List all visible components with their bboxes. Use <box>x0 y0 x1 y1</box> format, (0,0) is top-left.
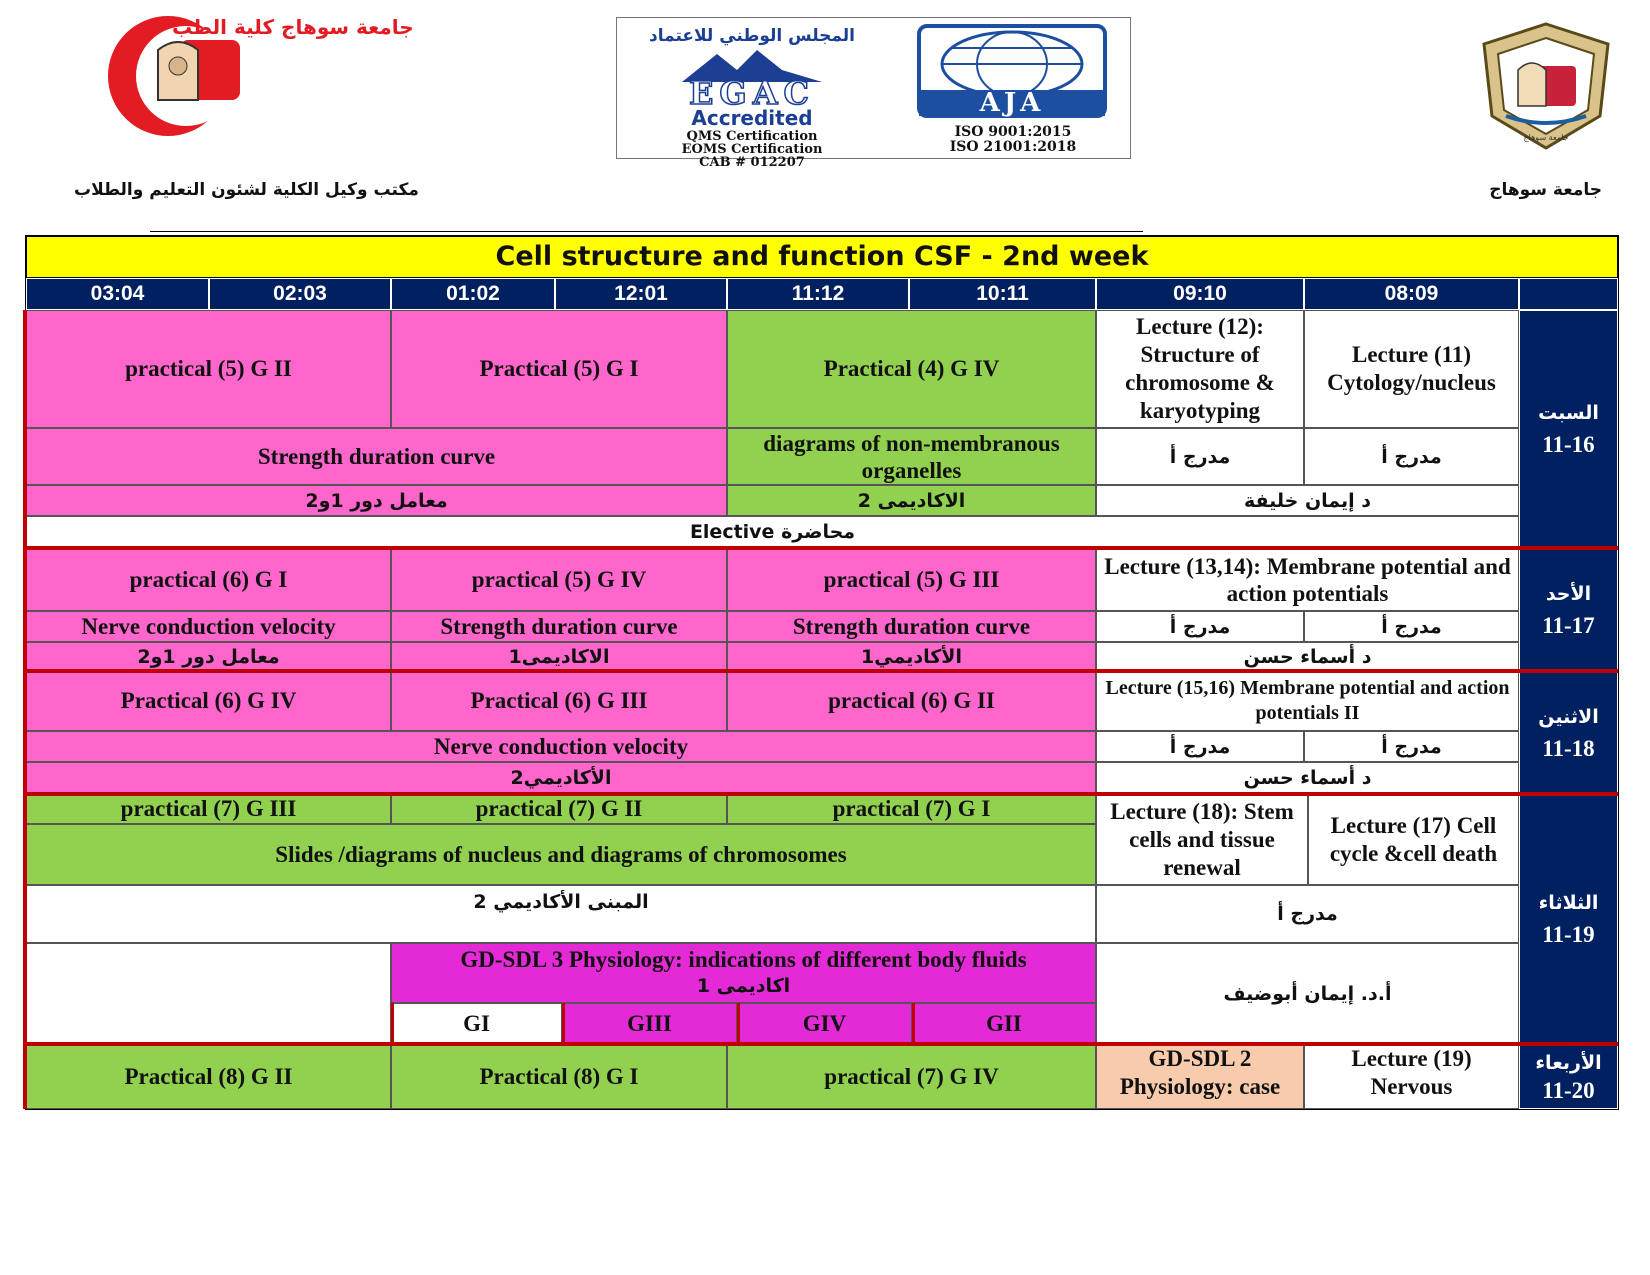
day-date: 11-18 <box>1542 735 1595 761</box>
topic-cell: diagrams of non-membranous organelles <box>727 428 1096 485</box>
header-divider <box>150 231 1143 232</box>
aja-name: AJA <box>979 88 1045 118</box>
egac-arabic: المجلس الوطني للاعتماد <box>648 26 856 46</box>
aja-line2: ISO 21001:2018 <box>949 139 1077 155</box>
time-slot: 02:03 <box>209 278 391 310</box>
location-cell: الاكاديمى1 <box>391 642 727 671</box>
session-cell: Practical (8) G II <box>26 1044 391 1109</box>
egac-name: EGAC <box>688 74 815 112</box>
group-cell: GIII <box>562 1003 737 1044</box>
topic-cell: Strength duration curve <box>26 428 727 485</box>
location-cell: المبنى الأكاديمي 2 <box>26 885 1096 943</box>
egac-accredited: Accredited <box>691 106 813 130</box>
location-cell: الأكاديمي2 <box>26 762 1096 794</box>
sohag-medicine-logo <box>88 10 414 142</box>
hall-cell: مدرج أ <box>1304 731 1519 762</box>
topic-cell: Nerve conduction velocity <box>26 731 1096 762</box>
hall-cell: مدرج أ <box>1096 611 1304 642</box>
empty-cell <box>26 943 391 1044</box>
day-name: السبت <box>1538 402 1599 424</box>
left-logo-text: جامعة سوهاج كلية الطب <box>172 15 414 39</box>
group-separator <box>562 1003 565 1044</box>
day-separator <box>26 546 1618 550</box>
session-cell: Practical (5) G I <box>391 310 727 428</box>
egac-line1: QMS Certification <box>686 129 818 144</box>
aja-line1: ISO 9001:2015 <box>954 124 1072 140</box>
time-slot: 01:02 <box>391 278 555 310</box>
aja-logo <box>903 22 1123 156</box>
lecture-cell: Lecture (11) Cytology/nucleus <box>1304 310 1519 428</box>
day-name: الأحد <box>1545 582 1592 605</box>
lecture-cell: Lecture (15,16) Membrane potential and action potentials II <box>1096 671 1519 731</box>
session-cell: practical (5) G III <box>727 548 1096 611</box>
group-separator <box>391 1003 394 1044</box>
time-slot: 11:12 <box>727 278 909 310</box>
day-date: 11-16 <box>1542 432 1595 457</box>
doctor-cell: د إيمان خليفة <box>1096 485 1519 516</box>
topic-cell: Strength duration curve <box>727 611 1096 642</box>
location-cell: الأكاديمي1 <box>727 642 1096 671</box>
left-border-accent <box>23 310 27 1109</box>
gd-sdl-cell: GD-SDL 2 Physiology: case <box>1096 1044 1304 1109</box>
session-cell: practical (7) G IV <box>727 1044 1096 1109</box>
day-separator <box>26 792 1618 796</box>
group-cell: GI <box>391 1003 562 1044</box>
doctor-cell: أ.د. إيمان أبوضيف <box>1096 943 1519 1044</box>
day-wednesday <box>1519 1044 1618 1109</box>
schedule-title: Cell structure and function CSF - 2nd week <box>26 236 1618 278</box>
session-cell: practical (6) G I <box>26 548 391 611</box>
egac-logo <box>627 22 877 170</box>
time-slot: 08:09 <box>1304 278 1519 310</box>
topic-cell: Slides /diagrams of nucleus and diagrams of chromosomes <box>26 824 1096 885</box>
lecture-cell: Lecture (12): Structure of chromosome & karyotyping <box>1096 310 1304 428</box>
group-cell: GII <box>912 1003 1096 1044</box>
lecture-cell: Lecture (13,14): Membrane potential and action potentials <box>1096 548 1519 611</box>
day-separator <box>26 1042 1618 1046</box>
lecture-cell: Lecture (19) Nervous <box>1304 1044 1519 1109</box>
group-separator <box>737 1003 740 1044</box>
gd-sdl-cell <box>391 943 1096 1003</box>
time-slot-blank <box>1519 278 1618 310</box>
session-cell: practical (5) G II <box>26 310 391 428</box>
egac-line2: EOMS Certification <box>681 142 823 157</box>
gd-sdl-title: GD-SDL 3 Physiology: indications of different body fluids <box>460 947 1027 972</box>
time-slot: 03:04 <box>26 278 209 310</box>
schedule-table <box>25 235 1619 1110</box>
topic-cell: Strength duration curve <box>391 611 727 642</box>
hall-cell: مدرج أ <box>1304 611 1519 642</box>
doctor-cell: د أسماء حسن <box>1096 642 1519 671</box>
hall-cell: مدرج أ <box>1096 428 1304 485</box>
lecture-cell: Lecture (17) Cell cycle &cell death <box>1308 794 1519 885</box>
location-cell: معامل دور 1و2 <box>26 642 391 671</box>
time-slot: 12:01 <box>555 278 727 310</box>
session-cell: practical (7) G II <box>391 794 727 824</box>
session-cell: Practical (6) G III <box>391 671 727 731</box>
doctor-cell: د أسماء حسن <box>1096 762 1519 794</box>
day-sunday <box>1519 548 1618 671</box>
day-tuesday <box>1519 794 1618 1044</box>
hall-cell: مدرج أ <box>1304 428 1519 485</box>
certification-box <box>616 17 1131 170</box>
topic-cell: Nerve conduction velocity <box>26 611 391 642</box>
office-title: مكتب وكيل الكلية لشئون التعليم والطلاب <box>74 180 419 200</box>
day-date: 11-19 <box>1542 922 1595 947</box>
egac-line3: CAB # 012207 <box>699 155 805 170</box>
location-cell: معامل دور 1و2 <box>26 485 727 516</box>
time-slot: 09:10 <box>1096 278 1304 310</box>
day-date: 11-20 <box>1542 1077 1595 1103</box>
session-cell: Practical (6) G IV <box>26 671 391 731</box>
session-cell: practical (7) G I <box>727 794 1096 824</box>
session-cell: practical (6) G II <box>727 671 1096 731</box>
session-cell: Practical (4) G IV <box>727 310 1096 428</box>
day-name: الثلاثاء <box>1538 892 1599 914</box>
gd-sdl-location: اكاديمى 1 <box>696 975 791 997</box>
session-cell: practical (5) G IV <box>391 548 727 611</box>
location-cell: الاكاديمى 2 <box>727 485 1096 516</box>
right-logo-text: جامعة سوهاج <box>1523 133 1569 142</box>
university-name: جامعة سوهاج <box>1489 180 1602 200</box>
session-cell: practical (7) G III <box>26 794 391 824</box>
day-name: الأربعاء <box>1535 1051 1602 1074</box>
day-separator <box>26 669 1618 673</box>
group-separator <box>912 1003 915 1044</box>
time-slot: 10:11 <box>909 278 1096 310</box>
group-cell: GIV <box>737 1003 912 1044</box>
sohag-university-seal <box>1478 20 1614 152</box>
session-cell: Practical (8) G I <box>391 1044 727 1109</box>
hall-cell: مدرج أ <box>1096 885 1519 943</box>
elective-cell: محاضرة Elective <box>26 516 1519 548</box>
day-name: الاثنين <box>1538 705 1599 728</box>
day-date: 11-17 <box>1542 612 1595 638</box>
hall-cell: مدرج أ <box>1096 731 1304 762</box>
day-monday <box>1519 671 1618 794</box>
lecture-cell: Lecture (18): Stem cells and tissue renewal <box>1096 794 1308 885</box>
day-saturday <box>1519 310 1618 548</box>
